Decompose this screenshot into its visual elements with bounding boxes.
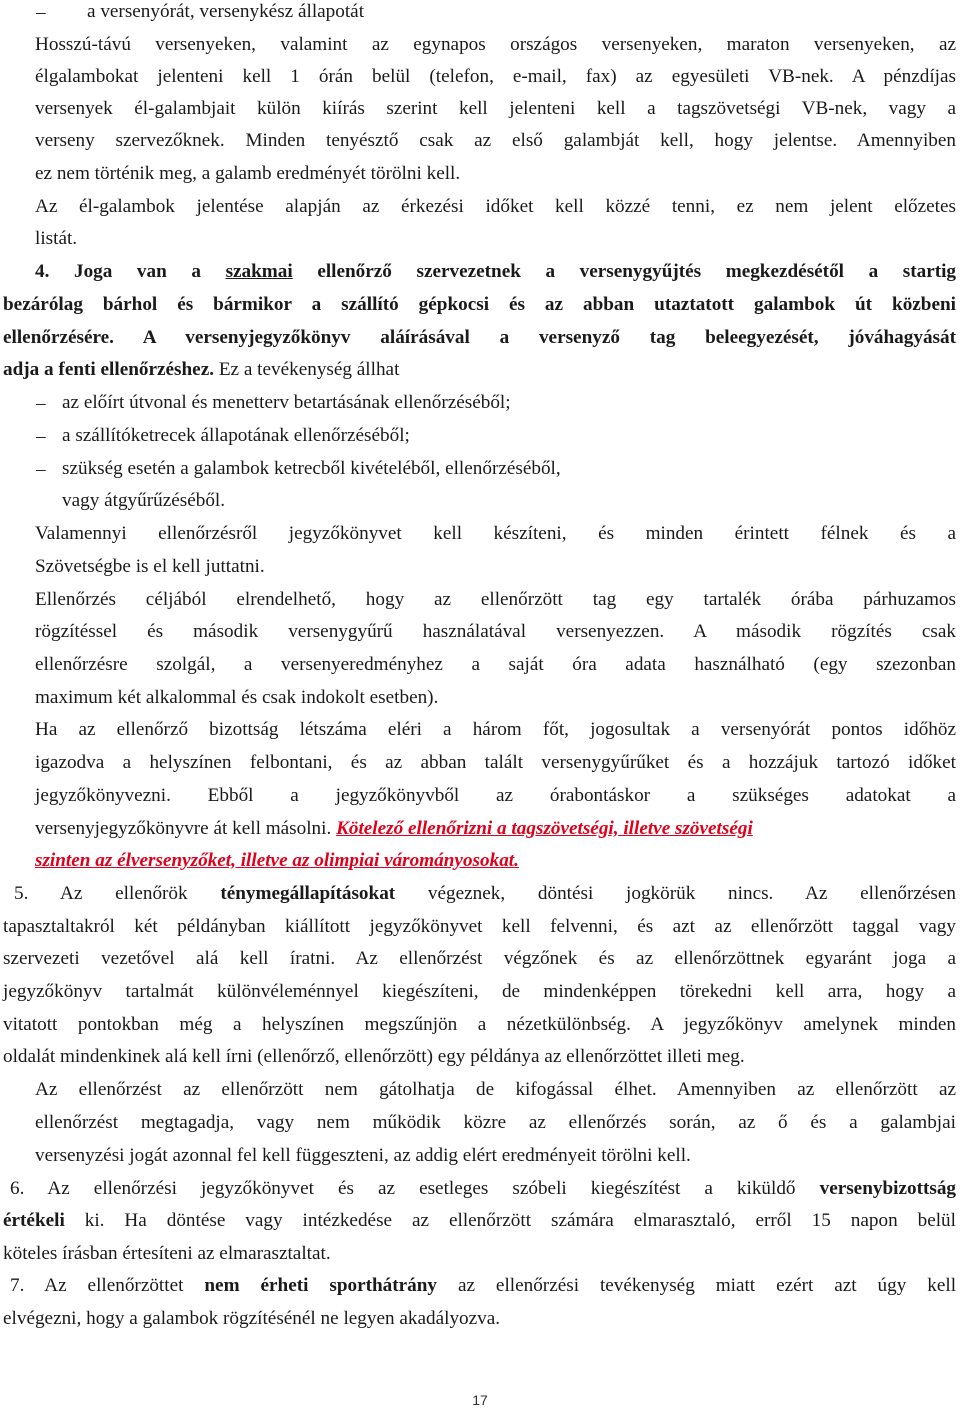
text-line <box>3 360 399 379</box>
text-span: versenyjegyzőkönyvre át kell másolni. <box>35 818 332 839</box>
text-span: az ellenőrzési tevékenység miatt ezért azt úgy kell <box>457 1275 957 1296</box>
text-line: jegyzőkönyvezni. Ebből a jegyzőkönyvből az órabontáskor a szükséges adatokat a <box>35 785 956 806</box>
text-line: versenyek él-galambjait külön kiírás szerint kell jelenteni kell a tagszövetségi VB-nek, vagy a <box>35 98 956 119</box>
text-line: maximum két alkalommal és csak indokolt esetben). <box>35 687 439 708</box>
text-line: versenyzési jogát azonnal fel kell függeszteni, az addig elért eredményeit törölni kell. <box>35 1145 691 1166</box>
text-span: ki. Ha döntése vagy intézkedése az ellenőrzött számára elmarasztaló, erről 15 napon belül <box>64 1210 956 1231</box>
text-line: szervezeti vezetővel alá kell íratni. Az ellenőrzést végzőnek és az ellenőrzöttnek egyaránt joga a <box>3 948 956 969</box>
list-item: az előírt útvonal és menetterv betartásának ellenőrzéséből; <box>62 392 511 413</box>
text-line: elvégezni, hogy a galambok rögzítésénél ne legyen akadályozva. <box>3 1308 501 1329</box>
list-dash: – <box>36 393 46 414</box>
section-5-line <box>14 884 956 903</box>
text-line: a versenyórát, versenykész állapotát <box>87 1 365 22</box>
list-dash: – <box>36 2 46 23</box>
text-line: Valamennyi ellenőrzésről jegyzőkönyvet kell készíteni, és minden érintett félnek és a <box>35 523 956 544</box>
bold-span: ténymegállapításokat <box>220 883 396 904</box>
text-line: rögzítéssel és második versenygyűrű használatával versenyezzen. A második rögzítés csak <box>35 621 956 642</box>
text-line: Ellenőrzés céljából elrendelhető, hogy az ellenőrzött tag egy tartalék órába párhuzamos <box>35 589 956 610</box>
list-item: szükség esetén a galambok ketrecből kivételéből, ellenőrzéséből, <box>62 458 561 479</box>
text-span: 5. Az ellenőrök <box>14 883 188 904</box>
bold-span: adja a fenti ellenőrzéshez. <box>3 359 215 380</box>
bold-span: értékeli <box>3 1210 65 1231</box>
text-span: 7. Az ellenőrzöttet <box>10 1275 184 1296</box>
text-span: 4. Joga van a <box>35 261 201 282</box>
text-line: ellenőrzésre szolgál, a versenyeredményhez a saját óra adata használható (egy szezonban <box>35 654 956 675</box>
bold-span: versenybizottság <box>819 1178 957 1199</box>
text-line <box>35 851 519 870</box>
text-line <box>35 819 753 838</box>
text-line: ez nem történik meg, a galamb eredményét törölni kell. <box>35 163 461 184</box>
bold-span: nem érheti sporthátrány <box>204 1275 438 1296</box>
text-span: 6. Az ellenőrzési jegyzőkönyvet és az esetleges szóbeli kiegészítést a kiküldő <box>10 1178 796 1199</box>
underlined-word: szakmai <box>225 261 293 282</box>
text-line: jegyzőkönyv tartalmát különvéleménnyel kiegészíteni, de mindenképpen törekedni kell arra, hogy a <box>3 981 956 1002</box>
section-4-line <box>35 262 956 281</box>
text-line: Hosszú-távú versenyeken, valamint az egynapos országos versenyeken, maraton versenyeken, az <box>35 34 956 55</box>
text-line: Az ellenőrzést az ellenőrzött nem gátolhatja de kifogással élhet. Amennyiben az ellenőrzött az <box>35 1079 956 1100</box>
text-line: listát. <box>35 228 78 249</box>
text-line: Az él-galambok jelentése alapján az érkezési időket kell közzé tenni, ez nem jelent előzetes <box>35 196 956 217</box>
text-line: bezárólag bárhol és bármikor a szállító gépkocsi és az abban utaztatott galambok út közbeni <box>3 294 956 315</box>
text-line: köteles írásban értesíteni az elmarasztaltat. <box>3 1243 331 1264</box>
section-7-line <box>10 1276 956 1295</box>
text-line: ellenőrzést megtagadja, vagy nem működik közre az ellenőrzés során, az ő és a galambjai <box>35 1112 956 1133</box>
text-line: tapasztaltakról két példányban kiállított jegyzőkönyvet kell felvenni, és azt az ellenőrzött taggal vagy <box>3 916 956 937</box>
highlighted-requirement: Kötelező ellenőrizni a tagszövetségi, illetve szövetségi <box>336 818 753 839</box>
text-line: oldalát mindenkinek alá kell írni (ellenőrző, ellenőrzött) egy példánya az ellenőrzöttet illeti meg. <box>3 1046 745 1067</box>
text-line: ellenőrzésére. A versenyjegyzőkönyv aláírásával a versenyző tag beleegyezését, jóváhagyását <box>3 327 956 348</box>
text-line <box>3 1211 956 1230</box>
text-line: Szövetségbe is el kell juttatni. <box>35 556 265 577</box>
text-line: verseny szervezőknek. Minden tenyésztő csak az első galambját kell, hogy jelentse. Amennyiben <box>35 130 956 151</box>
text-line: vitatott pontokban még a helyszínen megszűnjön a nézetkülönbség. A jegyzőkönyv amelynek minden <box>3 1014 956 1035</box>
list-item: a szállítóketrecek állapotának ellenőrzéséből; <box>62 425 410 446</box>
text-span: ellenőrző szervezetnek a versenygyűjtés megkezdésétől a startig <box>317 261 957 282</box>
text-span: Ez a tevékenység állhat <box>214 359 400 380</box>
text-line: Ha az ellenőrző bizottság létszáma eléri a három főt, jogosultak a versenyórát pontos időhöz <box>35 719 956 740</box>
text-span: végeznek, döntési jogkörük nincs. Az ellenőrzésen <box>427 883 956 904</box>
highlighted-requirement: szinten az élversenyzőket, illetve az olimpiai várományosokat. <box>35 850 519 871</box>
text-line: igazodva a helyszínen felbontani, és az abban talált versenygyűrűket és a hozzájuk tartozó időket <box>35 752 956 773</box>
list-dash: – <box>36 459 46 480</box>
text-line: élgalambokat jelenteni kell 1 órán belül (telefon, e-mail, fax) az egyesületi VB-nek. A pénzdíjas <box>35 66 956 87</box>
list-item: vagy átgyűrűzéséből. <box>62 490 226 511</box>
section-6-line <box>10 1179 956 1198</box>
list-dash: – <box>36 426 46 447</box>
page-number: 17 <box>472 1392 488 1408</box>
